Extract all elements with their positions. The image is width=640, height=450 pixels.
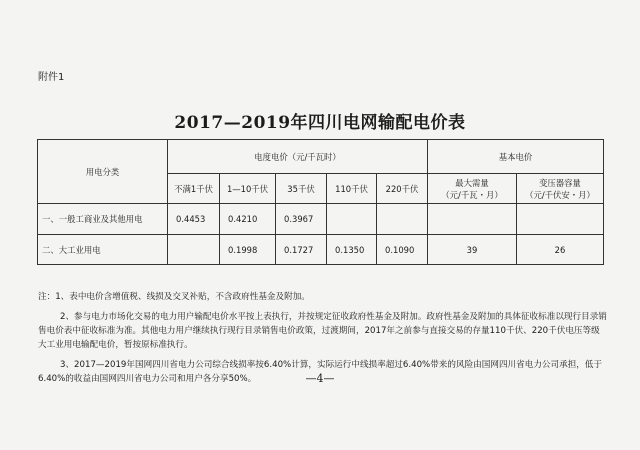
- table-row: [38, 235, 604, 265]
- price-cell: [327, 204, 377, 235]
- voltage-header: 35千伏: [276, 174, 327, 204]
- price-cell: 0.1727: [276, 235, 327, 265]
- max-demand-unit: （元/千瓦・月）: [441, 189, 503, 200]
- basic-price-header: 基本电价: [428, 140, 604, 174]
- voltage-header: 不满1千伏: [168, 174, 220, 204]
- transformer-cell: [517, 204, 604, 235]
- energy-price-header: 电度电价（元/千瓦时）: [168, 140, 428, 174]
- voltage-header: 110千伏: [327, 174, 377, 204]
- price-cell: 0.1998: [220, 235, 276, 265]
- transformer-title: 变压器容量: [539, 177, 581, 188]
- document-title: 2017—2019年四川电网输配电价表: [174, 113, 466, 133]
- max-demand-cell: 39: [428, 235, 517, 265]
- price-cell: 0.4453: [168, 204, 220, 235]
- price-cell: 0.4210: [220, 204, 276, 235]
- note-1: 注：1、表中电价含增值税、线损及交叉补贴，不含政府性基金及附加。: [38, 292, 310, 302]
- max-demand-cell: [428, 204, 517, 235]
- page-number: —4—: [305, 372, 335, 385]
- price-cell: [168, 235, 220, 265]
- transformer-unit: （元/千伏安・月）: [525, 189, 595, 200]
- max-demand-header: [428, 174, 517, 204]
- voltage-header: 220千伏: [377, 174, 428, 204]
- attachment-label: 附件1: [38, 72, 65, 83]
- price-cell: 0.1350: [327, 235, 377, 265]
- transformer-cell: 26: [517, 235, 604, 265]
- max-demand-title: 最大需量: [455, 177, 489, 188]
- row-label: 一、一般工商业及其他用电: [38, 204, 168, 235]
- table-row: [38, 204, 604, 235]
- category-header: 用电分类: [38, 140, 168, 204]
- tariff-table: [37, 139, 604, 265]
- price-cell: 0.3967: [276, 204, 327, 235]
- note-2: 2、参与电力市场化交易的电力用户输配电价水平按上表执行，并按规定征收政府性基金及附加。政府性基金及附加的具体征收标准以现行目录销售电价表中征收标准为准。其他电力用户继续执行现行目录销售电价政策，过渡期间，2017年之前参与直接交易的存量110千伏、220千伏电压等级大工业用电输配电价，暂按原标准执行。: [38, 312, 607, 350]
- note-3: 3、2017—2019年国网四川省电力公司综合线损率按6.40%计算，实际运行中线损率超过6.40%带来的风险由国网四川省电力公司承担，低于6.40%的收益由国网四川省电力公司和用户各分享50%。: [38, 360, 603, 384]
- price-cell: 0.1090: [377, 235, 428, 265]
- transformer-header: [517, 174, 604, 204]
- voltage-header: 1—10千伏: [220, 174, 276, 204]
- header-row-1: [38, 140, 604, 174]
- row-label: 二、大工业用电: [38, 235, 168, 265]
- price-cell: [377, 204, 428, 235]
